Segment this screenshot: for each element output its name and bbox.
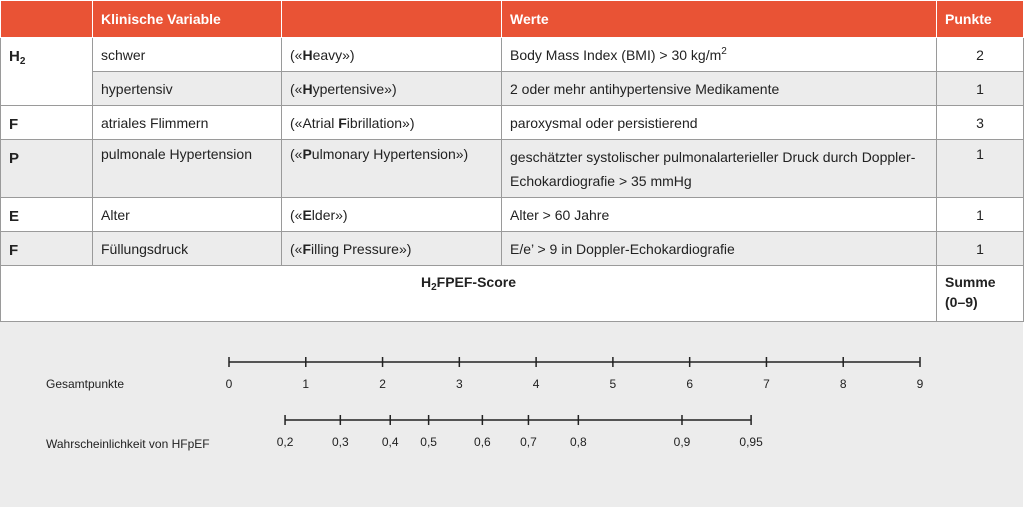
header-code: [1, 1, 93, 38]
punkte-cell: 1: [937, 140, 1024, 198]
wahrscheinlichkeit-tick-label: 0,9: [673, 435, 691, 449]
variable-cell: pulmonale Hypertension: [93, 140, 282, 198]
werte-cell: E/e’ > 9 in Doppler-Echokardiografie: [502, 232, 937, 266]
score-row: [1, 266, 1024, 322]
werte-cell: Body Mass Index (BMI) > 30 $kg/m^2$: [502, 38, 937, 72]
werte-cell: 2 oder mehr antihypertensive Medikamente: [502, 72, 937, 106]
gesamtpunkte-tick-label: 3: [455, 377, 463, 391]
english-cell: («Pulmonary Hypertension»): [282, 140, 502, 198]
gesamtpunkte-tick-label: 8: [839, 377, 847, 391]
code-cell: E: [1, 198, 93, 232]
code-cell: $H_2$: [1, 38, 93, 106]
gesamtpunkte-tick-label: 9: [916, 377, 924, 391]
nomogram-panel: [0, 321, 1023, 507]
header-werte: Werte: [502, 1, 937, 38]
wahrscheinlichkeit-tick-label: 0,5: [420, 435, 437, 449]
wahrscheinlichkeit-tick-label: 0,4: [381, 435, 399, 449]
english-cell: («Atrial Fibrillation»): [282, 106, 502, 140]
wahrscheinlichkeit-tick-label: 0,2: [276, 435, 294, 449]
code-cell: P: [1, 140, 93, 198]
wahrscheinlichkeit-tick-label: 0,3: [331, 435, 349, 449]
score-title: $H_2FPEF$-Score: [1, 266, 937, 322]
wahrscheinlichkeit-tick-label: 0,95: [739, 435, 763, 449]
variable-cell: atriales Flimmern: [93, 106, 282, 140]
axis-label-wahrscheinlichkeit: Wahrscheinlichkeit von HFpEF: [46, 437, 210, 451]
gesamtpunkte-tick-label: 1: [302, 377, 310, 391]
gesamtpunkte-tick-label: 2: [379, 377, 386, 391]
table-row: [1, 106, 1024, 140]
werte-cell: paroxysmal oder persistierend: [502, 106, 937, 140]
gesamtpunkte-tick-label: 6: [686, 377, 694, 391]
header-variable: Klinische Variable: [93, 1, 282, 38]
variable-cell: schwer: [93, 38, 282, 72]
table-row: [1, 140, 1024, 198]
wahrscheinlichkeit-tick-label: 0,7: [520, 435, 537, 449]
gesamtpunkte-tick-label: 7: [763, 377, 770, 391]
gesamtpunkte-tick-label: 5: [609, 377, 617, 391]
punkte-cell: 1: [937, 72, 1024, 106]
header-english: [282, 1, 502, 38]
variable-cell: hypertensiv: [93, 72, 282, 106]
english-cell: («Elder»): [282, 198, 502, 232]
punkte-cell: 1: [937, 198, 1024, 232]
table-row: [1, 72, 1024, 106]
werte-cell: Alter > 60 Jahre: [502, 198, 937, 232]
table-row: [1, 198, 1024, 232]
table-header-row: [1, 1, 1024, 38]
code-cell: F: [1, 106, 93, 140]
wahrscheinlichkeit-tick-label: 0,6: [474, 435, 491, 449]
punkte-cell: 3: [937, 106, 1024, 140]
gesamtpunkte-tick-label: 4: [532, 377, 540, 391]
english-cell: («Hypertensive»): [282, 72, 502, 106]
header-punkte: Punkte: [937, 1, 1024, 38]
punkte-cell: 1: [937, 232, 1024, 266]
wahrscheinlichkeit-tick-label: 0,8: [569, 435, 587, 449]
punkte-cell: 2: [937, 38, 1024, 72]
variable-cell: Füllungsdruck: [93, 232, 282, 266]
variable-cell: Alter: [93, 198, 282, 232]
werte-cell: geschätzter systolischer pulmonalarterieller Druck durch Doppler-Echokardiografie > 35 mmHg: [502, 140, 937, 198]
table-row: [1, 38, 1024, 72]
table-row: [1, 232, 1024, 266]
axis-label-gesamtpunkte: Gesamtpunkte: [46, 377, 125, 391]
english-cell: («Heavy»): [282, 38, 502, 72]
nomogram-svg: [0, 322, 1023, 507]
code-cell: F: [1, 232, 93, 266]
sum-cell: Summe (0–9): [937, 266, 1024, 322]
gesamtpunkte-tick-label: 0: [225, 377, 233, 391]
english-cell: («Filling Pressure»): [282, 232, 502, 266]
